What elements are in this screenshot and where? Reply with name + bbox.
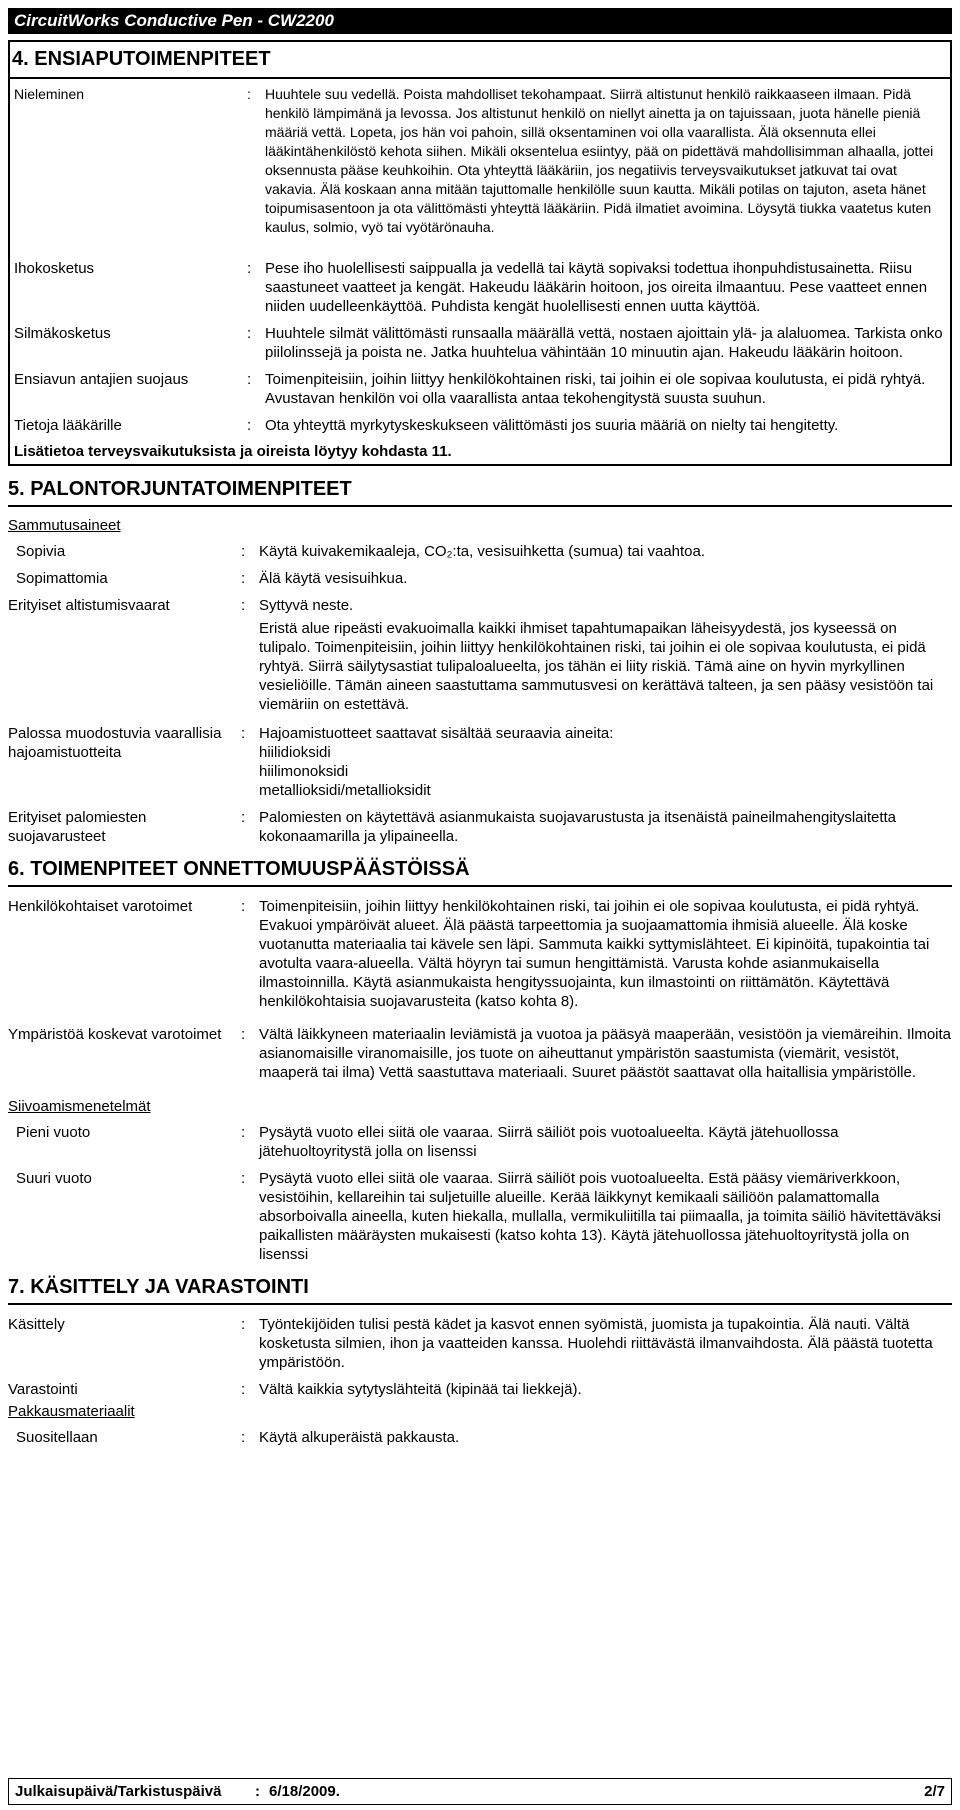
row-firefighter-equipment: Erityiset palomiesten suojavarusteet : Palomiesten on käytettävä asianmukaista suojavarustusta ja itsenäistä paineilmahengityslaitetta kokonaamarilla ja ylipaineella. bbox=[8, 808, 952, 846]
row-handling: Käsittely : Työntekijöiden tulisi pestä kädet ja kasvot ennen syömistä, juomista ja tupakointia. Älä nauti. Vältä kosketusta silmien, ihon ja vaatteiden kanssa. Huolehdi riittävästä ilmanvaihdosta. Älä päästä tuotetta ympäristöön. bbox=[8, 1315, 952, 1372]
row-label: Käsittely bbox=[8, 1316, 65, 1333]
hazard-line-2: Eristä alue ripeästi evakuoimalla kaikki ihmiset tapahtumapaikan läheisyydestä, jos kyseessä on tulipalo. Toimenpiteisiin, joihin liittyy henkilökohtainen riski, tai joihin ei ole sopivaa koulutusta, ei pidä ryhtyä. Siirrä säilytysastiat tulipaloalueelta, jos tähän ei liity riskiä. Tämä aine on hyvin myrkyllinen vesieliöille. Tämän aineen saastuttama sammutusvesi on kerättävä talteen, ja sen pääsy vesistöön tai viemäriin on estettävä. bbox=[259, 620, 934, 713]
row-label: Suositellaan bbox=[16, 1429, 98, 1446]
section-5-subheading: Sammutusaineet bbox=[8, 517, 121, 534]
row-large-spill: Suuri vuoto : Pysäytä vuoto ellei siitä ole vaaraa. Siirrä säiliöt pois vuotoalueelta. Estä pääsy viemäriverkkoon, vesistöihin, kellareihin tai suljetuille alueille. Kerää läikkynyt kemikaali säiliöön palamattomalla absorboivalla aineella, kuten hiekalla, mullalla, vermikuliitilla tai piimaalla, ja toimita säiliö hävitettäväksi paikallisten määräysten mukaisesti (katso kohta 13). Käytä jätehuollossa jätehuoltoyritystä jolla on lisenssi bbox=[8, 1169, 952, 1264]
row-value: Vältä läikkyneen materiaalin leviämistä ja vuotoa ja pääsyä maaperään, vesistöön ja viemäreihin. Ilmoita asianomaisille viranomaisille, jos tuote on aiheuttanut ympäristön saastumista (viemärit, vesistöt, maaperä tai ilma) Vettä saastuttava materiaali. Suuret päästöt saattavat olla haitallisia ympäristölle. bbox=[259, 1026, 952, 1081]
footer-date-label: Julkaisupäivä/Tarkistuspäivä bbox=[15, 1783, 222, 1800]
row-value: Käytä alkuperäistä pakkausta. bbox=[259, 1429, 460, 1446]
row-label: Silmäkosketus bbox=[14, 325, 111, 342]
row-label: Suuri vuoto bbox=[16, 1170, 92, 1187]
row-suitable-media: Sopivia : Käytä kuivakemikaaleja, CO₂:ta, vesisuihketta (sumua) tai vaahtoa. bbox=[8, 542, 952, 561]
section-5-title: 5. PALONTORJUNTATOIMENPITEET bbox=[8, 474, 952, 507]
hazard-line-1: Syttyvä neste. bbox=[259, 597, 354, 614]
row-value: Palomiesten on käytettävä asianmukaista suojavarustusta ja itsenäistä paineilmahengityslaitetta kokonaamarilla ja ylipaineella. bbox=[259, 809, 897, 845]
section-6-title: 6. TOIMENPITEET ONNETTOMUUSPÄÄSTÖISSÄ bbox=[8, 854, 952, 887]
row-value: Toimenpiteisiin, joihin liittyy henkilökohtainen riski, tai joihin ei ole sopivaa koulutusta, ei pidä ryhtyä. Evakuoi ympäröivät alueet. Älä päästä tarpeettomia ja suojaamattomia ihmisiä alueelle. Älä koske vuotanutta materiaalia tai kävele sen läpi. Sammuta kaikki syttymislähteet. Ei kipinöitä, tupakointia tai avotulta vaara-alueella. Vältä höyryn tai sumun hengittämistä. Varusta kohde asianmukaisella ilmastoinnilla. Käytä asianmukaista hengityssuojainta, kun ilmastointi on riittämätön. Käytettävä henkilökohtaisia suojavarusteita (katso kohta 8). bbox=[259, 898, 930, 1010]
row-value: Älä käytä vesisuihkua. bbox=[259, 570, 408, 587]
row-storage: Varastointi : Vältä kaikkia sytytyslähteitä (kipinää tai liekkejä). bbox=[8, 1380, 952, 1399]
row-label: Henkilökohtaiset varotoimet bbox=[8, 898, 193, 915]
row-recommended-packaging: Suositellaan : Käytä alkuperäistä pakkausta. bbox=[8, 1428, 952, 1447]
row-value bbox=[259, 724, 952, 800]
row-personal-precautions: Henkilökohtaiset varotoimet : Toimenpiteisiin, joihin liittyy henkilökohtainen riski, tai joihin ei ole sopivaa koulutusta, ei pidä ryhtyä. Evakuoi ympäröivät alueet. Älä päästä tarpeettomia ja suojaamattomia ihmisiä alueelle. Älä koske vuotanutta materiaalia tai kävele sen läpi. Sammuta kaikki syttymislähteet. Ei kipinöitä, tupakointia tai avotulta vaara-alueella. Vältä höyryn tai sumun hengittämistä. Varusta kohde asianmukaisella ilmastoinnilla. Käytä asianmukaista hengityssuojainta, kun ilmastointi on riittämätön. Käytettävä henkilökohtaisia suojavarusteita (katso kohta 8). bbox=[8, 897, 952, 1011]
row-value: Työntekijöiden tulisi pestä kädet ja kasvot ennen syömistä, juomista ja tupakointia. Älä nauti. Vältä kosketusta silmien, ihon ja vaatteiden kanssa. Huolehdi riittävästä ilmanvaihdosta. Älä päästä tuotetta ympäristöön. bbox=[259, 1316, 933, 1371]
row-value: Ota yhteyttä myrkytyskeskukseen välittömästi jos suuria määriä on nielty tai hengitetty. bbox=[265, 417, 839, 434]
section-4-title: 4. ENSIAPUTOIMENPITEET bbox=[8, 40, 952, 79]
row-label: Tietoja lääkärille bbox=[14, 417, 122, 434]
row-label: Nieleminen bbox=[14, 86, 85, 102]
decomposition-line: Hajoamistuotteet saattavat sisältää seuraavia aineita: bbox=[259, 725, 614, 742]
row-value: Pysäytä vuoto ellei siitä ole vaaraa. Siirrä säiliöt pois vuotoalueelta. Käytä jätehuollossa jätehuoltoyritystä jolla on lisenssi bbox=[259, 1124, 839, 1160]
row-eye: Silmäkosketus : Huuhtele silmät välittömästi runsaalla määrällä vettä, nostaen ajoittain ylä- ja alaluomea. Tarkista onko piilolinssejä ja poista ne. Jatka huuhtelua vähintään 10 minuutin ajan. Hakeudu lääkärin hoitoon. bbox=[14, 324, 946, 362]
row-label: Ympäristöä koskevat varotoimet bbox=[8, 1026, 222, 1043]
row-value bbox=[259, 596, 952, 714]
row-value: Toimenpiteisiin, joihin liittyy henkilökohtainen riski, tai joihin ei ole sopivaa koulutusta, ei pidä ryhtyä. Avustavan henkilön voi olla vaarallista antaa tekohengitystä suusta suuhun. bbox=[265, 371, 926, 407]
decomposition-line: hiilidioksidi bbox=[259, 744, 331, 761]
row-label: Erityiset altistumisvaarat bbox=[8, 597, 170, 614]
row-environmental-precautions: Ympäristöä koskevat varotoimet : Vältä läikkyneen materiaalin leviämistä ja vuotoa ja pääsyä maaperään, vesistöön ja viemäreihin. Ilmoita asianomaisille viranomaisille, jos tuote on aiheuttanut ympäristön saastumista (viemärit, vesistöt, maaperä tai ilma) Vettä saastuttava materiaali. Suuret päästöt saattavat olla haitallisia ympäristölle. bbox=[8, 1026, 952, 1081]
row-value: Pysäytä vuoto ellei siitä ole vaaraa. Siirrä säiliöt pois vuotoalueelta. Estä pääsy viemäriverkkoon, vesistöihin, kellareihin tai suljetuille alueille. Kerää läikkynyt kemikaali säiliöön palamattomalla absorboivalla aineella, kuten hiekalla, mullalla, vermikuliitilla tai piimaalla, ja toimita säiliö hävitettäväksi paikallisten määräysten mukaisesti (katso kohta 13). Käytä jätehuollossa jätehuoltoyritystä jolla on lisenssi bbox=[259, 1170, 941, 1263]
row-label: Sopimattomia bbox=[16, 570, 108, 587]
row-skin: Ihokosketus : Pese iho huolellisesti saippualla ja vedellä tai käytä sopivaksi todettua ihonpuhdistusainetta. Riisu saastuneet vaatteet ja kengät. Hakeudu lääkärin hoitoon, jos oireita ilmaantuu. Pese vaatteet ennen niiden uudelleenkäyttöä. Puhdista kengät huolellisesti ennen uutta käyttöä. bbox=[14, 259, 946, 316]
page-footer: Julkaisupäivä/Tarkistuspäivä : 6/18/2009. 2/7 bbox=[8, 1778, 952, 1805]
decomposition-line: hiilimonoksidi bbox=[259, 763, 349, 780]
document-header: CircuitWorks Conductive Pen - CW2200 bbox=[8, 8, 952, 34]
row-value: Käytä kuivakemikaaleja, CO₂:ta, vesisuihketta (sumua) tai vaahtoa. bbox=[259, 543, 706, 560]
row-label: Varastointi bbox=[8, 1381, 78, 1398]
row-first-aid-protection: Ensiavun antajien suojaus : Toimenpiteisiin, joihin liittyy henkilökohtainen riski, tai joihin ei ole sopivaa koulutusta, ei pidä ryhtyä. Avustavan henkilön voi olla vaarallista antaa tekohengitystä suusta suuhun. bbox=[14, 370, 946, 408]
row-label: Pieni vuoto bbox=[16, 1124, 91, 1141]
row-value: Pese iho huolellisesti saippualla ja vedellä tai käytä sopivaksi todettua ihonpuhdistusainetta. Riisu saastuneet vaatteet ja kengät. Hakeudu lääkärin hoitoon, jos oireita ilmaantuu. Pese vaatteet ennen niiden uudelleenkäyttöä. Puhdista kengät huolellisesti ennen uutta käyttöä. bbox=[265, 260, 928, 315]
section-6-subheading: Siivoamismenetelmät bbox=[8, 1098, 151, 1115]
row-special-hazards: Erityiset altistumisvaarat : Syttyvä neste. Eristä alue ripeästi evakuoimalla kaikki ihmiset tapahtumapaikan läheisyydestä, jos kyseessä on tulipalo. Toimenpiteisiin, joihin liittyy henkilökohtainen riski, tai joihin ei ole sopivaa koulutusta, ei pidä ryhtyä. Siirrä säilytysastiat tulipaloalueelta, jos tähän ei liity riskiä. Tämä aine on hyvin myrkyllinen vesieliöille. Tämän aineen saastuttama sammutusvesi on kerättävä talteen, ja sen pääsy vesistöön tai viemäriin on estettävä. bbox=[8, 596, 952, 714]
row-small-spill: Pieni vuoto : Pysäytä vuoto ellei siitä ole vaaraa. Siirrä säiliöt pois vuotoalueelta. Käytä jätehuollossa jätehuoltoyritystä jolla on lisenssi bbox=[8, 1123, 952, 1161]
row-label: Erityiset palomiesten suojavarusteet bbox=[8, 809, 147, 845]
row-value: Huuhtele suu vedellä. Poista mahdolliset tekohampaat. Siirrä altistunut henkilö raikkaaseen ilmaan. Pidä henkilö lämpimänä ja levossa. Jos altistunut henkilö on niellyt ainetta ja on tajuissaan, juota hänelle pieniä määriä vettä. Lopeta, jos hän voi pahoin, sillä oksentaminen voi olla vaarallista. Älä oksennuta ellei lääkintähenkilöstö kehota siihen. Mikäli oksentelua esiintyy, pää on pidettävä mahdollisimman alhaalla, jottei oksennusta pääse keuhkoihin. Ota yhteyttä lääkäriin, jos negatiivis terveysvaikutukset jatkuvat tai ovat vakavia. Älä koskaan anna mitään tajuttomalle henkilölle suun kautta. Mikäli potilas on tajuton, aseta hänet toipumisasentoon ja ota välittömästi yhteyttä lääkäriin. Pidä ilmatiet avoimina. Löysytä tiukka vaatetus kuten kaulus, solmio, vyö tai vyötärönauha. bbox=[265, 86, 934, 235]
row-value: Huuhtele silmät välittömästi runsaalla määrällä vettä, nostaen ajoittain ylä- ja alaluomea. Tarkista onko piilolinssejä ja poista ne. Jatka huuhtelua vähintään 10 minuutin ajan. Hakeudu lääkärin hoitoon. bbox=[265, 325, 943, 361]
row-value: Vältä kaikkia sytytyslähteitä (kipinää tai liekkejä). bbox=[259, 1381, 582, 1398]
section-4-body bbox=[8, 79, 952, 466]
footer-date: 6/18/2009. bbox=[269, 1783, 340, 1800]
row-label: Ensiavun antajien suojaus bbox=[14, 371, 189, 388]
decomposition-line: metallioksidi/metallioksidit bbox=[259, 782, 431, 799]
section-7-title: 7. KÄSITTELY JA VARASTOINTI bbox=[8, 1272, 952, 1305]
row-label: Palossa muodostuvia vaarallisia hajoamistuotteita bbox=[8, 725, 222, 761]
page-number: 2/7 bbox=[924, 1783, 945, 1800]
row-decomposition-products: Palossa muodostuvia vaarallisia hajoamistuotteita : Hajoamistuotteet saattavat sisältää seuraavia aineita: hiilidioksidi hiilimonoksidi metallioksidi/metallioksidit bbox=[8, 724, 952, 800]
section-7-subheading: Pakkausmateriaalit bbox=[8, 1403, 135, 1420]
document-page bbox=[8, 8, 952, 1455]
section-4-note: Lisätietoa terveysvaikutuksista ja oireista löytyy kohdasta 11. bbox=[14, 443, 452, 460]
row-unsuitable-media: Sopimattomia : Älä käytä vesisuihkua. bbox=[8, 569, 952, 588]
row-label: Sopivia bbox=[16, 543, 66, 560]
row-physician-notes: Tietoja lääkärille : Ota yhteyttä myrkytyskeskukseen välittömästi jos suuria määriä on nielty tai hengitetty. bbox=[14, 416, 946, 435]
row-ingestion: Nieleminen : Huuhtele suu vedellä. Poista mahdolliset tekohampaat. Siirrä altistunut henkilö raikkaaseen ilmaan. Pidä henkilö lämpimänä ja levossa. Jos altistunut henkilö on niellyt ainetta ja on tajuissaan, juota hänelle pieniä määriä vettä. Lopeta, jos hän voi pahoin, sillä oksentaminen voi olla vaarallista. Älä oksennuta ellei lääkintähenkilöstö kehota siihen. Mikäli oksentelua esiintyy, pää on pidettävä mahdollisimman alhaalla, jottei oksennusta pääse keuhkoihin. Ota yhteyttä lääkäriin, jos negatiivis terveysvaikutukset jatkuvat tai ovat vakavia. Älä koskaan anna mitään tajuttomalle henkilölle suun kautta. Mikäli potilas on tajuton, aseta hänet toipumisasentoon ja ota välittömästi yhteyttä lääkäriin. Pidä ilmatiet avoimina. Löysytä tiukka vaatetus kuten kaulus, solmio, vyö tai vyötärönauha. bbox=[14, 85, 946, 237]
row-label: Ihokosketus bbox=[14, 260, 95, 277]
